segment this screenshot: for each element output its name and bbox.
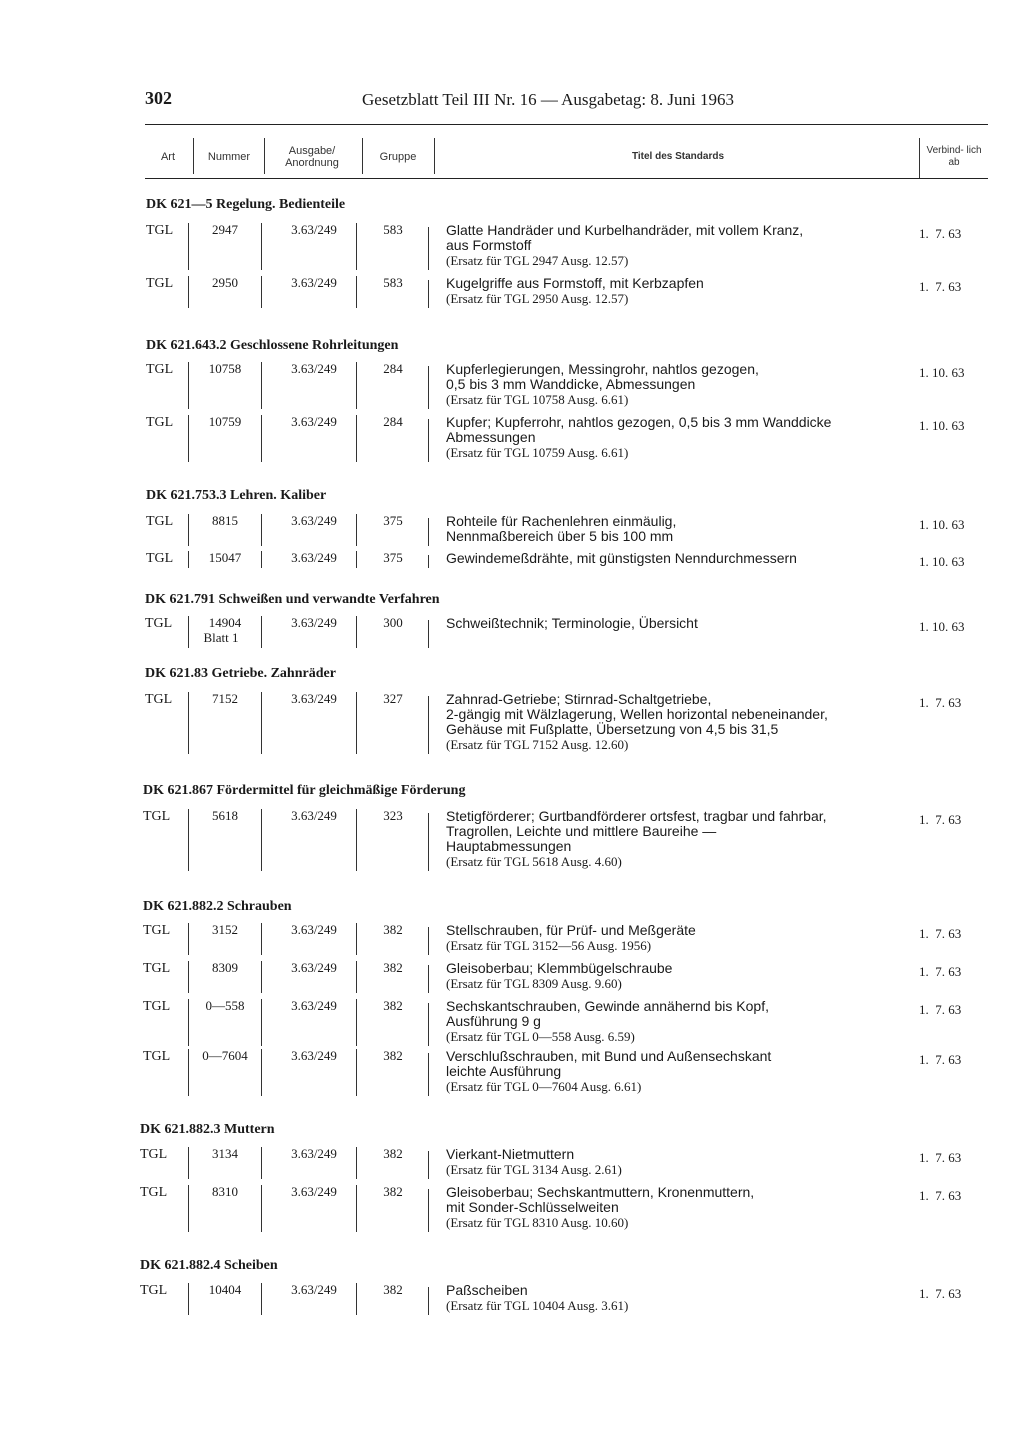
ersatz-note: (Ersatz für TGL 0—558 Ausg. 6.59) — [446, 1029, 635, 1044]
gruppe-cell: 382 — [383, 922, 403, 937]
column-header-gruppe: Gruppe — [379, 151, 417, 163]
nummer-cell: 0—7604 — [202, 1048, 248, 1063]
page-header — [145, 88, 985, 116]
title-line: Gleisoberbau; Sechskantmuttern, Kronenmuttern, — [446, 1184, 755, 1200]
column-divider — [356, 1185, 357, 1232]
column-divider — [428, 518, 429, 546]
verbindlich-date: 1. 7. 63 — [919, 964, 962, 979]
column-divider — [356, 551, 357, 568]
title-line: Nennmaßbereich über 5 bis 100 mm — [446, 528, 674, 544]
title-line: Gleisoberbau; Klemmbügelschraube — [446, 960, 673, 976]
title-line: 0,5 bis 3 mm Wanddicke, Abmessungen — [446, 376, 696, 392]
column-divider — [428, 927, 429, 955]
column-divider — [261, 616, 262, 648]
column-divider — [188, 1049, 189, 1096]
column-divider — [356, 1147, 357, 1179]
verbindlich-date: 1. 7. 63 — [919, 1002, 962, 1017]
section-heading: DK 621.753.3 Lehren. Kaliber — [146, 488, 327, 503]
title-line: Gewindemeßdrähte, mit günstigsten Nenndurchmessern — [446, 550, 797, 566]
column-divider — [428, 419, 429, 462]
gruppe-cell: 284 — [383, 361, 403, 376]
column-divider — [188, 692, 189, 754]
section-heading: DK 621—5 Regelung. Bedienteile — [146, 197, 346, 212]
nummer-cell: 10759 — [208, 414, 242, 429]
art-cell: TGL — [146, 415, 174, 430]
art-cell: TGL — [145, 616, 173, 631]
standard-title — [446, 1049, 771, 1094]
section-heading: DK 621.882.3 Muttern — [140, 1122, 275, 1137]
column-divider — [428, 620, 429, 648]
table-row — [0, 1047, 1024, 1098]
verbindlich-date: 1. 10. 63 — [919, 517, 965, 532]
standard-title — [446, 362, 759, 407]
column-divider — [188, 415, 189, 462]
column-divider — [188, 514, 189, 546]
title-line: Schweißtechnik; Terminologie, Übersicht — [446, 615, 698, 631]
art-cell: TGL — [146, 276, 174, 291]
ausgabe-cell: 3.63/249 — [291, 550, 337, 565]
verbindlich-date: 1. 7. 63 — [919, 695, 962, 710]
ausgabe-cell: 3.63/249 — [291, 998, 337, 1013]
column-divider — [188, 276, 189, 308]
art-cell: TGL — [143, 923, 171, 938]
verbindlich-date: 1. 7. 63 — [919, 1052, 962, 1067]
column-divider — [356, 514, 357, 546]
column-header-nummer: Nummer — [207, 151, 251, 163]
title-line: Tragrollen, Leichte und mittlere Baureihe — — [446, 823, 717, 839]
verbindlich-date: 1. 7. 63 — [919, 1286, 962, 1301]
ersatz-note: (Ersatz für TGL 3134 Ausg. 2.61) — [446, 1162, 622, 1177]
table-row — [0, 274, 1024, 310]
nummer-cell: 8310 — [212, 1184, 238, 1199]
ersatz-note: (Ersatz für TGL 2947 Ausg. 12.57) — [446, 253, 629, 268]
ersatz-note: (Ersatz für TGL 0—7604 Ausg. 6.61) — [446, 1079, 642, 1094]
column-divider — [428, 1003, 429, 1046]
ersatz-note: (Ersatz für TGL 10759 Ausg. 6.61) — [446, 445, 629, 460]
standard-title — [446, 961, 672, 991]
page-title: Gesetzblatt Teil III Nr. 16 — Ausgabetag: 8. Juni 1963 — [362, 90, 734, 109]
ersatz-note: (Ersatz für TGL 8310 Ausg. 10.60) — [446, 1215, 629, 1230]
column-divider — [428, 227, 429, 270]
art-cell: TGL — [146, 551, 174, 566]
title-line: Zahnrad-Getriebe; Stirnrad-Schaltgetriebe, — [446, 691, 712, 707]
ausgabe-cell: 3.63/249 — [291, 1146, 337, 1161]
column-divider — [188, 362, 189, 409]
art-cell: TGL — [145, 692, 173, 707]
column-divider — [261, 1185, 262, 1232]
column-divider — [356, 923, 357, 955]
nummer-cell: 3134 — [212, 1146, 238, 1161]
title-line: Paßscheiben — [446, 1282, 528, 1298]
gruppe-cell: 327 — [383, 691, 403, 706]
standard-title — [446, 1185, 754, 1230]
verbindlich-date: 1. 7. 63 — [919, 1150, 962, 1165]
gruppe-cell: 375 — [383, 550, 403, 565]
section-heading: DK 621.882.4 Scheiben — [140, 1258, 278, 1273]
table-row — [0, 221, 1024, 272]
nummer-cell: 7152 — [212, 691, 238, 706]
verbindlich-date: 1. 7. 63 — [919, 279, 962, 294]
column-divider — [261, 923, 262, 955]
table-row — [0, 512, 1024, 548]
table-row — [0, 959, 1024, 995]
table-row — [0, 614, 1024, 650]
art-cell: TGL — [146, 514, 174, 529]
standard-title — [446, 223, 803, 268]
verbindlich-date: 1. 7. 63 — [919, 926, 962, 941]
verbindlich-date: 1. 7. 63 — [919, 812, 962, 827]
table-row — [0, 549, 1024, 570]
column-divider — [356, 223, 357, 270]
title-line: Kupferlegierungen, Messingrohr, nahtlos gezogen, — [446, 361, 759, 377]
standard-title — [446, 551, 797, 566]
standard-title — [446, 616, 698, 631]
title-line: Ausführung 9 g — [446, 1013, 541, 1029]
table-row — [0, 1145, 1024, 1181]
ausgabe-cell: 3.63/249 — [291, 513, 337, 528]
column-divider — [261, 809, 262, 871]
gruppe-cell: 382 — [383, 1146, 403, 1161]
verbindlich-date: 1. 10. 63 — [919, 418, 965, 433]
gruppe-cell: 382 — [383, 1048, 403, 1063]
column-divider — [261, 692, 262, 754]
gruppe-cell: 375 — [383, 513, 403, 528]
title-line: Vierkant-Nietmuttern — [446, 1146, 575, 1162]
column-divider — [188, 961, 189, 993]
art-cell: TGL — [146, 362, 174, 377]
gruppe-cell: 382 — [383, 960, 403, 975]
column-header-verbindlich: Verbind- lich ab — [926, 145, 982, 168]
verbindlich-date: 1. 7. 63 — [919, 226, 962, 241]
gruppe-cell: 323 — [383, 808, 403, 823]
table-row — [0, 921, 1024, 957]
column-divider — [264, 138, 265, 174]
ausgabe-cell: 3.63/249 — [291, 414, 337, 429]
ausgabe-cell: 3.63/249 — [291, 615, 337, 630]
ersatz-note: (Ersatz für TGL 2950 Ausg. 12.57) — [446, 291, 629, 306]
column-divider — [261, 551, 262, 568]
column-divider — [428, 965, 429, 993]
column-divider — [428, 696, 429, 754]
column-divider — [356, 415, 357, 462]
gruppe-cell: 583 — [383, 275, 403, 290]
column-divider — [428, 1151, 429, 1179]
gruppe-cell: 583 — [383, 222, 403, 237]
column-divider — [188, 1185, 189, 1232]
title-line: Kupfer; Kupferrohr, nahtlos gezogen, 0,5 bis 3 mm Wanddicke — [446, 414, 832, 430]
table-row — [0, 360, 1024, 411]
gruppe-cell: 300 — [383, 615, 403, 630]
table-row — [0, 1281, 1024, 1317]
title-line: Glatte Handräder und Kurbelhandräder, mit vollem Kranz, — [446, 222, 804, 238]
column-divider — [356, 999, 357, 1046]
gruppe-cell: 382 — [383, 1282, 403, 1297]
page-number: 302 — [145, 88, 172, 108]
column-divider — [261, 1283, 262, 1315]
column-divider — [428, 1053, 429, 1096]
gruppe-cell: 382 — [383, 998, 403, 1013]
standard-title — [446, 692, 828, 752]
art-cell: TGL — [143, 999, 171, 1014]
column-divider — [261, 276, 262, 308]
standard-title — [446, 1283, 628, 1313]
title-line: 2-gängig mit Wälzlagerung, Wellen horizontal nebeneinander, — [446, 706, 828, 722]
standard-title — [446, 1147, 622, 1177]
ausgabe-cell: 3.63/249 — [291, 960, 337, 975]
column-divider — [356, 1283, 357, 1315]
nummer-cell: 2950 — [212, 275, 238, 290]
column-divider — [428, 1287, 429, 1315]
art-cell: TGL — [140, 1283, 168, 1298]
title-line: Abmessungen — [446, 429, 536, 445]
title-line: Stetigförderer; Gurtbandförderer ortsfest, tragbar und fahrbar, — [446, 808, 827, 824]
table-row — [0, 1183, 1024, 1234]
ausgabe-cell: 3.63/249 — [291, 222, 337, 237]
column-header-ausgabe: Ausgabe/ Anordnung — [285, 145, 339, 169]
ausgabe-cell: 3.63/249 — [291, 1282, 337, 1297]
title-line: Rohteile für Rachenlehren einmäulig, — [446, 513, 677, 529]
ersatz-note: (Ersatz für TGL 10758 Ausg. 6.61) — [446, 392, 629, 407]
ersatz-note: (Ersatz für TGL 8309 Ausg. 9.60) — [446, 976, 622, 991]
nummer-cell: 8815 — [212, 513, 238, 528]
column-divider — [428, 1189, 429, 1232]
column-divider — [261, 514, 262, 546]
header-rule-bottom — [145, 178, 988, 179]
column-divider — [188, 223, 189, 270]
nummer-cell: 10758 — [208, 361, 242, 376]
column-divider — [261, 999, 262, 1046]
ersatz-note: (Ersatz für TGL 7152 Ausg. 12.60) — [446, 737, 629, 752]
column-divider — [193, 138, 194, 174]
column-divider — [428, 555, 429, 568]
section-heading: DK 621.882.2 Schrauben — [143, 899, 292, 914]
ausgabe-cell: 3.63/249 — [291, 808, 337, 823]
gruppe-cell: 284 — [383, 414, 403, 429]
column-divider — [261, 223, 262, 270]
standard-title — [446, 514, 676, 544]
title-line: Verschlußschrauben, mit Bund und Außensechskant — [446, 1048, 772, 1064]
title-line: Gehäuse mit Fußplatte, Übersetzung von 4,5 bis 31,5 — [446, 721, 779, 737]
ausgabe-cell: 3.63/249 — [291, 922, 337, 937]
column-divider — [356, 362, 357, 409]
column-divider — [261, 362, 262, 409]
nummer-cell: 3152 — [212, 922, 238, 937]
column-divider — [261, 1147, 262, 1179]
art-cell: TGL — [143, 961, 171, 976]
column-divider — [919, 138, 920, 178]
column-divider — [356, 276, 357, 308]
column-divider — [356, 616, 357, 648]
standard-title — [446, 809, 827, 869]
title-line: aus Formstoff — [446, 237, 532, 253]
ausgabe-cell: 3.63/249 — [291, 275, 337, 290]
column-divider — [261, 1049, 262, 1096]
column-divider — [356, 961, 357, 993]
column-divider — [261, 415, 262, 462]
column-divider — [428, 280, 429, 308]
art-cell: TGL — [143, 809, 171, 824]
column-divider — [188, 923, 189, 955]
standard-title — [446, 923, 696, 953]
column-divider — [188, 809, 189, 871]
table-row — [0, 690, 1024, 756]
art-cell: TGL — [143, 1049, 171, 1064]
column-divider — [261, 961, 262, 993]
column-divider — [356, 809, 357, 871]
nummer-sub-cell: Blatt 1 — [203, 630, 239, 645]
ausgabe-cell: 3.63/249 — [291, 1048, 337, 1063]
ausgabe-cell: 3.63/249 — [291, 361, 337, 376]
ersatz-note: (Ersatz für TGL 10404 Ausg. 3.61) — [446, 1298, 629, 1313]
title-line: leichte Ausführung — [446, 1063, 562, 1079]
column-divider — [434, 138, 435, 174]
column-divider — [188, 1283, 189, 1315]
column-header-art: Art — [160, 151, 176, 163]
nummer-cell: 14904 — [208, 615, 242, 630]
title-line: Hauptabmessungen — [446, 838, 572, 854]
nummer-cell: 0—558 — [205, 998, 245, 1013]
section-heading: DK 621.83 Getriebe. Zahnräder — [145, 666, 336, 681]
gruppe-cell: 382 — [383, 1184, 403, 1199]
verbindlich-date: 1. 10. 63 — [919, 619, 965, 634]
nummer-cell: 15047 — [208, 550, 242, 565]
table-row — [0, 413, 1024, 464]
section-heading: DK 621.867 Fördermittel für gleichmäßige Förderung — [143, 783, 466, 798]
ersatz-note: (Ersatz für TGL 5618 Ausg. 4.60) — [446, 854, 622, 869]
ausgabe-cell: 3.63/249 — [291, 1184, 337, 1199]
column-divider — [188, 551, 189, 568]
section-heading: DK 621.791 Schweißen und verwandte Verfahren — [145, 592, 440, 607]
column-divider — [188, 999, 189, 1046]
standard-title — [446, 999, 769, 1044]
title-line: Stellschrauben, für Prüf- und Meßgeräte — [446, 922, 696, 938]
verbindlich-date: 1. 7. 63 — [919, 1188, 962, 1203]
verbindlich-date: 1. 10. 63 — [919, 365, 965, 380]
standard-title — [446, 415, 831, 460]
title-line: Sechskantschrauben, Gewinde annähernd bis Kopf, — [446, 998, 769, 1014]
section-heading: DK 621.643.2 Geschlossene Rohrleitungen — [146, 338, 399, 353]
column-divider — [428, 813, 429, 871]
column-header-titel: Titel des Standards — [631, 151, 725, 162]
column-divider — [428, 366, 429, 409]
standard-title — [446, 276, 704, 306]
header-rule-top — [145, 124, 988, 125]
column-divider — [356, 692, 357, 754]
column-divider — [362, 138, 363, 174]
art-cell: TGL — [140, 1147, 168, 1162]
column-divider — [356, 1049, 357, 1096]
ersatz-note: (Ersatz für TGL 3152—56 Ausg. 1956) — [446, 938, 652, 953]
art-cell: TGL — [146, 223, 174, 238]
title-line: mit Sonder-Schlüsselweiten — [446, 1199, 619, 1215]
title-line: Kugelgriffe aus Formstoff, mit Kerbzapfen — [446, 275, 704, 291]
nummer-cell: 2947 — [212, 222, 238, 237]
ausgabe-cell: 3.63/249 — [291, 691, 337, 706]
nummer-cell: 10404 — [208, 1282, 242, 1297]
verbindlich-date: 1. 10. 63 — [919, 554, 965, 569]
nummer-cell: 5618 — [212, 808, 238, 823]
art-cell: TGL — [140, 1185, 168, 1200]
table-row — [0, 807, 1024, 873]
table-row — [0, 997, 1024, 1048]
column-divider — [188, 1147, 189, 1179]
nummer-cell: 8309 — [212, 960, 238, 975]
